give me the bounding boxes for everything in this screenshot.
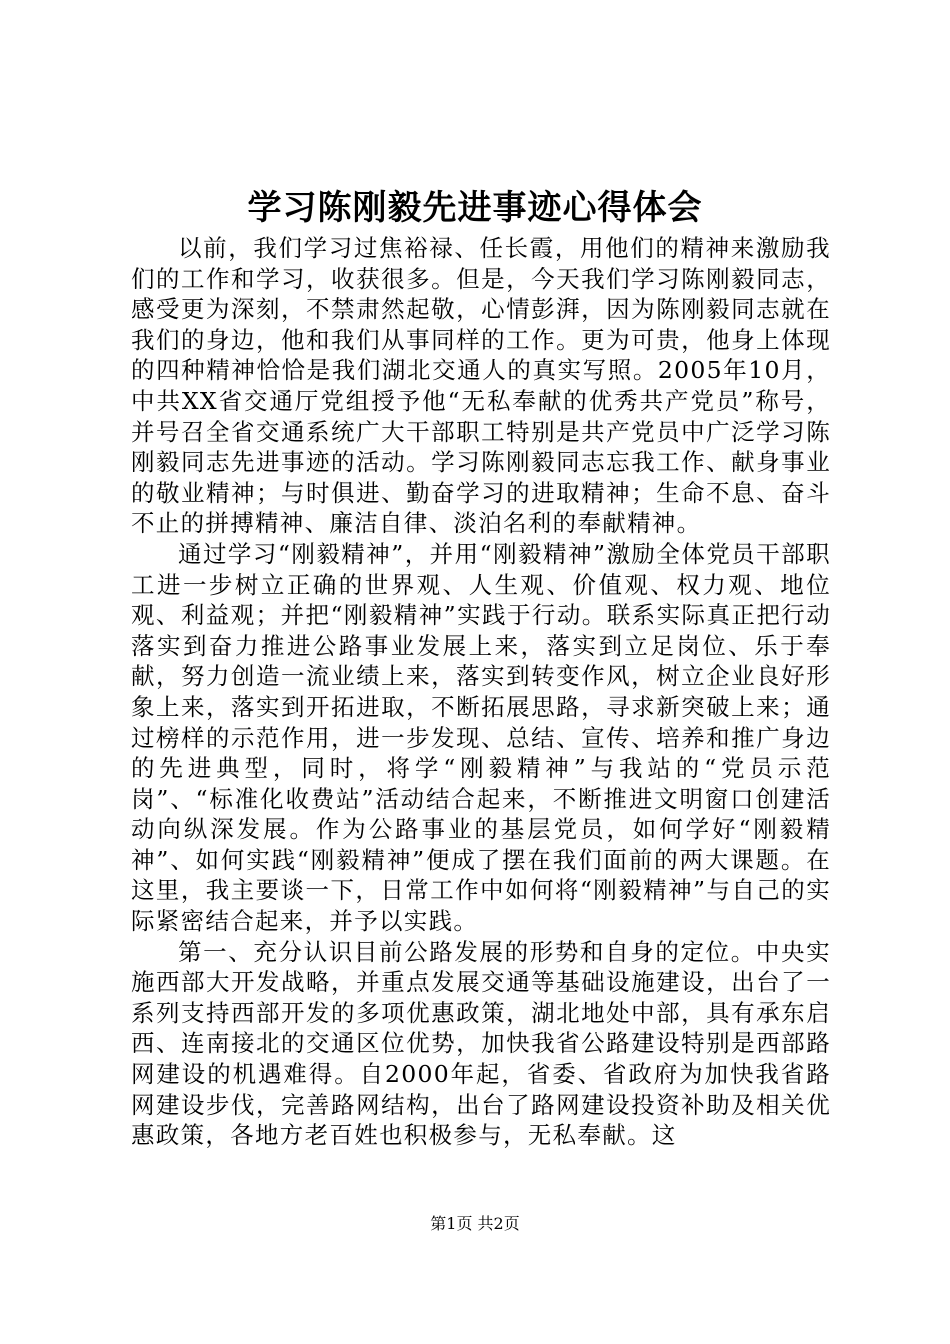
paragraph: 通过学习“刚毅精神”，并用“刚毅精神”激励全体党员干部职工进一步树立正确的世界观、人生观、价值观、权力观、地位观、利益观；并把“刚毅精神”实践于行动。联系实际真正把行动落实到奋力推进公路事业发展上来，落实到立足岗位、乐于奉献，努力创造一流业绩上来，落实到转变作风，树立企业良好形象上来，落实到开拓进取，不断拓展思路，寻求新突破上来；通过榜样的示范作用，进一步发现、总结、宣传、培养和推广身边的先进典型，同时，将学“刚毅精神”与我站的“党员示范岗”、“标准化收费站”活动结合起来，不断推进文明窗口创建活动向纵深发展。作为公路事业的基层党员，如何学好“刚毅精神”、如何实践“刚毅精神”便成了摆在我们面前的两大课题。在这里，我主要谈一下，日常工作中如何将“刚毅精神”与自己的实际紧密结合起来，并予以实践。 — [131, 539, 831, 936]
paragraph: 以前，我们学习过焦裕禄、任长霞，用他们的精神来激励我们的工作和学习，收获很多。但是，今天我们学习陈刚毅同志，感受更为深刻，不禁肃然起敬，心情彭湃，因为陈刚毅同志就在我们的身边，他和我们从事同样的工作。更为可贵，他身上体现的四种精神恰恰是我们湖北交通人的真实写照。2005年10月，中共XX省交通厅党组授予他“无私奉献的优秀共产党员”称号，并号召全省交通系统广大干部职工特别是共产党员中广泛学习陈刚毅同志先进事迹的活动。学习陈刚毅同志忘我工作、献身事业的敬业精神；与时俱进、勤奋学习的进取精神；生命不息、奋斗不止的拼搏精神、廉洁自律、淡泊名利的奉献精神。 — [131, 234, 831, 538]
document-title: 学习陈刚毅先进事迹心得体会 — [247, 188, 703, 228]
page-indicator: 第1页 共2页 — [430, 1214, 520, 1233]
document-body — [131, 233, 831, 1151]
paragraph: 第一、充分认识目前公路发展的形势和自身的定位。中央实施西部大开发战略，并重点发展交通等基础设施建设，出台了一系列支持西部开发的多项优惠政策，湖北地处中部，具有承东启西、连南接北的交通区位优势，加快我省公路建设特别是西部路网建设的机遇难得。自2000年起，省委、省政府为加快我省路网建设步伐，完善路网结构，出台了路网建设投资补助及相关优惠政策，各地方老百姓也积极参与，无私奉献。这 — [131, 937, 831, 1150]
